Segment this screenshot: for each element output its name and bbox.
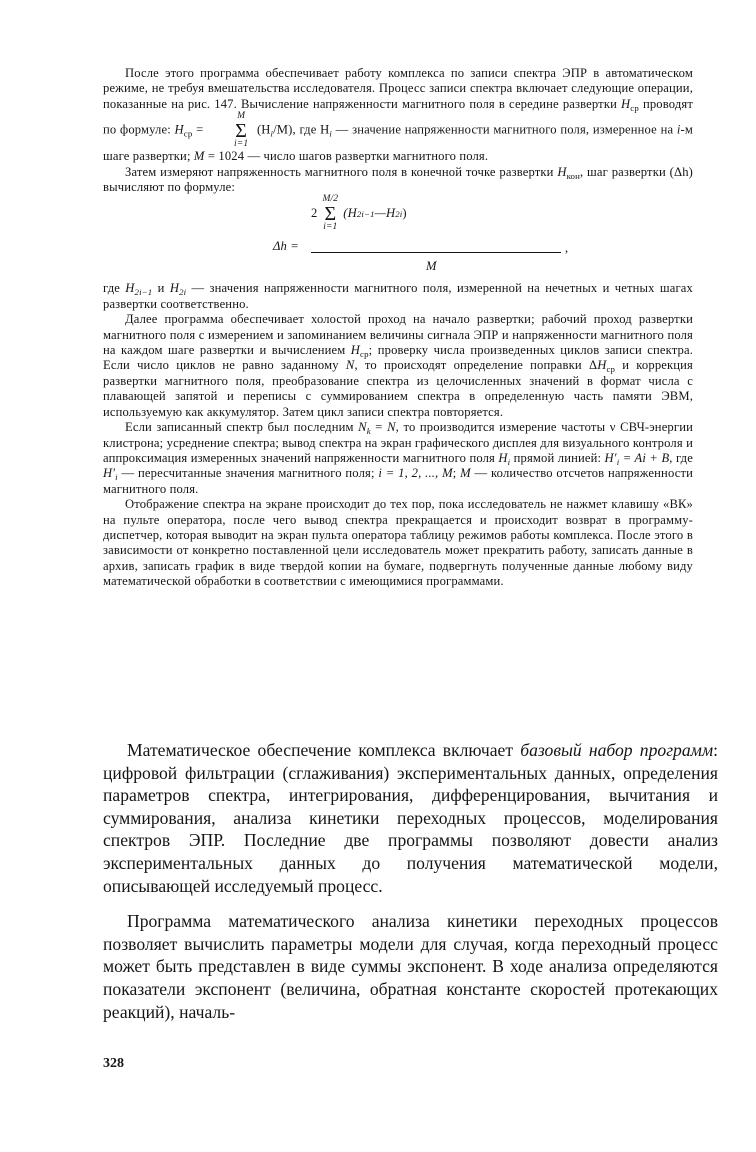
paragraph-7: Математическое обеспечение комплекса включает базовый набор программ: цифровой фильтрации (сглаживания) экспериментальных данных, определения параметров спектра, интегрирования, дифференцирования, вычитания и суммирования, анализа кинетики переходных процессов, моделирования спектров ЭПР. Последние две программы позволяют довести анализ экспериментальных данных до получения математической модели, описывающей исследуемый процесс. [103,740,718,896]
formula-lhs: Δh = [273,239,299,254]
small-text-block [103,66,693,590]
formula-numerator: 2 M/2 Σ i=1 (H 2i−1 —H 2i ) [311,194,407,232]
sum-symbol: M Σ i=1 [234,111,249,149]
large-text-block [103,739,718,1023]
delta-h-formula: Δh = 2 M/2 Σ i=1 (H 2i−1 —H 2i ) M , [273,194,569,274]
paragraph-8: Программа математического анализа кинетики переходных процессов позволяет вычислить параметры модели для случая, когда переходный процесс может быть представлен в виде суммы экспонент. В ходе анализа определяются показатели экспонент (величина, обратная константе скоростей протекающих реакций), началь- [103,911,718,1022]
page-number: 328 [103,1056,124,1071]
fraction-bar [311,252,561,253]
paragraph-5: Если записанный спектр был последним $N_k = N$, то производится измерение частоты ν СВЧ-энергии клистрона; усреднение спектра; вывод спектра на экран графического дисплея для визуального контроля и аппроксимация измеренных значений напряженности магнитного поля $H_i$ прямой линией: $H'_i = Ai + B$, где $H'_i$ — пересчитанные значения магнитного поля; i = 1, 2, ..., M; M — количество отсчетов напряженности магнитного поля. [103,420,693,496]
paragraph-4: Далее программа обеспечивает холостой проход на начало развертки; рабочий проход развертки магнитного поля с измерением и запоминанием величины сигнала ЭПР и напряженности магнитного поля на каждом шаге развертки и вычислением $H_{ср}$; проверку числа произведенных циклов записи спектра. Если число циклов не равно заданному N, то происходят определение поправки $\Delta H_{ср}$ и коррекция развертки магнитного поля, преобразование спектра из целочисленных значений в формат числа с плавающей запятой и переписы с суммированием спектра в определенную часть памяти ЭВМ, используемую как аккумулятор. Затем цикл записи спектра повторяется. [103,312,694,419]
paragraph-1: После этого программа обеспечивает работу комплекса по записи спектра ЭПР в автоматическом режиме, не требуя вмешательства исследователя. Процесс записи спектра включает следующие операции, показанные на рис. 147. Вычисление напряженности магнитного поля в середине развертки $H_{ср}$ проводят по формуле: $H_{ср}$ = M Σ i=1 $(H_i/M)$, где $H_i$ — значение напряженности магнитного поля, измеренное на i-м шаге развертки; M = 1024 — число шагов развертки магнитного поля. [103,66,693,164]
paragraph-6: Отображение спектра на экране происходит до тех пор, пока исследователь не нажмет клавишу «ВК» на пульте оператора, после чего вывод спектра прекращается и происходит возврат в программу-диспетчер, которая выводит на экран пульта оператора таблицу режимов работы комплекса. После этого в зависимости от конкретно поставленной цели исследователь может прекратить работу, записать данные в архив, записать график в виде твердой копии на бумаге, подвергнуть полученные данные любому виду математической обработки в соответствии с имеющимися программами. [103,497,693,589]
paragraph-2: Затем измеряют напряженность магнитного поля в конечной точке развертки $H_{кон}$, шаг развертки (Δh) вычисляют по формуле: [103,164,694,195]
paragraph-3: где $H_{2i-1}$ и $H_{2i}$ — значения напряженности магнитного поля, измеренной на нечетных и четных шагах развертки соответственно. [103,281,693,311]
formula-denominator: M [426,259,437,274]
sum-symbol: M/2 Σ i=1 [322,194,339,232]
